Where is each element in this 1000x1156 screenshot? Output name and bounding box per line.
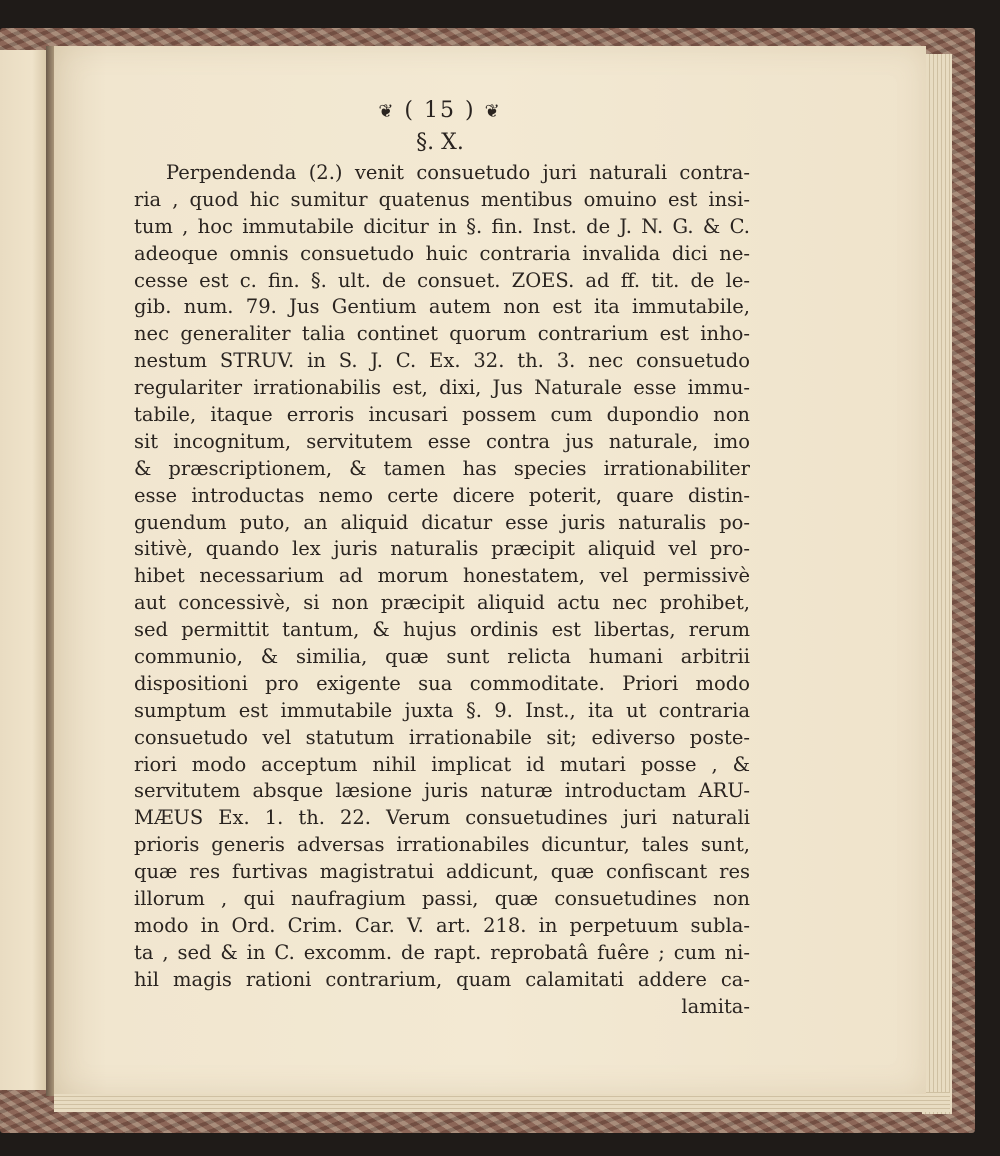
text-line: nestum STRUV. in S. J. C. Ex. 32. th. 3. nec consuetudo	[134, 349, 750, 373]
ornament-left-icon: ❦	[378, 101, 396, 122]
text-line: regulariter irrationabilis est, dixi, Jus Naturale esse immu-	[134, 376, 750, 400]
text-line: consuetudo vel statutum irrationabile sit; ediverso poste-	[134, 725, 750, 749]
catchword: lamita-	[681, 994, 750, 1018]
text-line: ta , sed & in C. excomm. de rapt. reprobatâ fuêre ; cum ni-	[134, 940, 750, 964]
left-page-edge	[0, 50, 48, 1090]
text-line: gib. num. 79. Jus Gentium autem non est ita immutabile,	[134, 295, 750, 319]
text-line: hibet necessarium ad morum honestatem, vel permissivè	[134, 564, 750, 588]
body-text	[134, 160, 750, 1021]
text-line: ria , quod hic sumitur quatenus mentibus omuino est insi-	[134, 187, 750, 211]
text-line: & præscriptionem, & tamen has species irrationabiliter	[134, 456, 750, 480]
text-line: MÆUS Ex. 1. th. 22. Verum consuetudines juri naturali	[134, 806, 750, 830]
ornament-right-icon: ❦	[484, 101, 502, 122]
text-line: tabile, itaque erroris incusari possem cum dupondio non	[134, 403, 750, 427]
text-line: aut concessivè, si non præcipit aliquid actu nec prohibet,	[134, 591, 750, 615]
text-line: hil magis rationi contrarium, quam calamitati addere ca-	[134, 967, 750, 991]
text-line: sit incognitum, servitutem esse contra jus naturale, imo	[134, 429, 750, 453]
text-line: esse introductas nemo certe dicere poterit, quare distin-	[134, 483, 750, 507]
text-line: dispositioni pro exigente sua commoditate. Priori modo	[134, 671, 750, 695]
text-line: Perpendenda (2.) venit consuetudo juri naturali contra-	[166, 161, 750, 184]
text-line: quæ res furtivas magistratui addicunt, quæ confiscant res	[134, 860, 750, 884]
text-line: prioris generis adversas irrationabiles dicuntur, tales sunt,	[134, 833, 750, 857]
text-line: sed permittit tantum, & hujus ordinis est libertas, rerum	[134, 618, 750, 642]
text-line: riori modo acceptum nihil implicat id mutari posse , &	[134, 752, 750, 776]
text-line: tum , hoc immutabile dicitur in §. fin. Inst. de J. N. G. & C.	[134, 214, 750, 238]
text-line: communio, & similia, quæ sunt relicta humani arbitrii	[134, 645, 750, 669]
text-line: guendum puto, an aliquid dicatur esse juris naturalis po-	[134, 510, 750, 534]
text-line: sumptum est immutabile juxta §. 9. Inst., ita ut contraria	[134, 698, 750, 722]
page-stack-edge-bottom	[54, 1092, 950, 1112]
text-line: cesse est c. fin. §. ult. de consuet. ZOES. ad ff. tit. de le-	[134, 268, 750, 292]
text-line: adeoque omnis consuetudo huic contraria invalida dici ne-	[134, 241, 750, 265]
page-number: ( 15 )	[404, 98, 476, 123]
book-gutter	[46, 46, 54, 1096]
page-header	[360, 98, 520, 123]
text-line: sitivè, quando lex juris naturalis præcipit aliquid vel pro-	[134, 537, 750, 561]
page-stack-edge-right	[922, 54, 952, 1114]
text-line: servitutem absque læsione juris naturæ introductam ARU-	[134, 779, 750, 803]
section-title: §. X.	[416, 130, 464, 155]
text-line: modo in Ord. Crim. Car. V. art. 218. in perpetuum subla-	[134, 913, 750, 937]
text-line: nec generaliter talia continet quorum contrarium est inho-	[134, 322, 750, 346]
text-line: illorum , qui naufragium passi, quæ consuetudines non	[134, 887, 750, 911]
